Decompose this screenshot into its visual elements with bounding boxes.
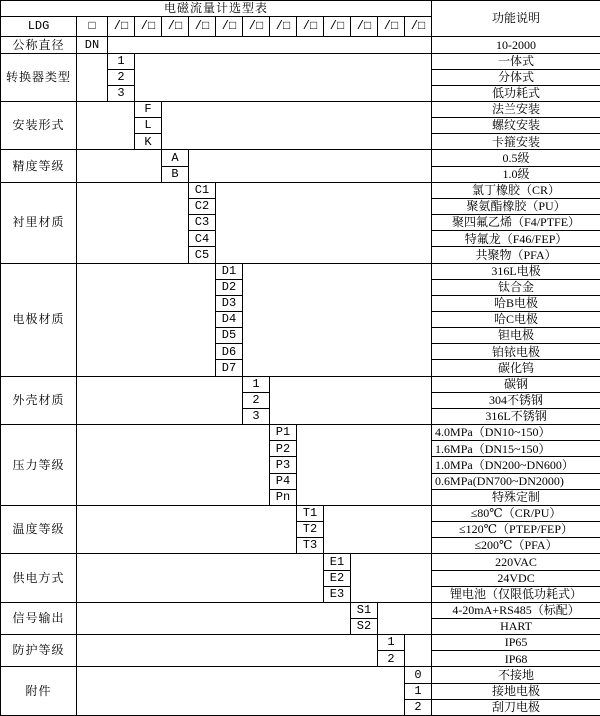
option-code: F (135, 101, 162, 117)
empty-gap-cell (77, 150, 162, 182)
empty-gap-cell (77, 263, 216, 376)
empty-gap-cell (77, 602, 351, 634)
option-function: 低功耗式 (432, 85, 600, 101)
option-code: 2 (378, 651, 405, 667)
option-code: D5 (216, 328, 243, 344)
empty-gap-cell (270, 376, 432, 424)
option-code: C5 (189, 247, 216, 263)
option-code: D3 (216, 295, 243, 311)
option-code: P2 (270, 441, 297, 457)
option-function: 分体式 (432, 69, 600, 85)
option-function: 锂电池（仅限低功耗式） (432, 586, 600, 602)
category-label: 转换器类型 (1, 53, 77, 101)
option-code: 3 (108, 85, 135, 101)
empty-gap-cell (108, 37, 432, 53)
option-code: DN (77, 37, 108, 53)
option-function: 4.0MPa（DN10~150） (432, 425, 600, 441)
option-code: 1 (378, 635, 405, 651)
code-slot-cell: /□ (189, 17, 216, 37)
option-code: 1 (243, 376, 270, 392)
option-function: ≤80℃（CR/PU） (432, 505, 600, 521)
empty-gap-cell (216, 182, 432, 263)
option-function: 0.6MPa(DN700~DN2000) (432, 473, 600, 489)
option-code: C4 (189, 231, 216, 247)
option-function: 钽电极 (432, 328, 600, 344)
option-function: 304不锈钢 (432, 392, 600, 408)
option-code: K (135, 134, 162, 150)
category-label: 供电方式 (1, 554, 77, 602)
code-slot-cell: /□ (162, 17, 189, 37)
option-function: 不接地 (432, 667, 600, 683)
option-function: 聚氨酯橡胶（PU） (432, 198, 600, 214)
category-label: 电极材质 (1, 263, 77, 376)
option-code: Pn (270, 489, 297, 505)
category-label: 温度等级 (1, 505, 77, 553)
option-function: 聚四氟乙烯（F4/PTFE） (432, 215, 600, 231)
option-function: IP65 (432, 635, 600, 651)
option-function: 铂铱电极 (432, 344, 600, 360)
option-function: 10-2000 (432, 37, 600, 53)
code-slot-cell: /□ (108, 17, 135, 37)
option-code: L (135, 118, 162, 134)
option-code: P4 (270, 473, 297, 489)
option-function: 316L不锈钢 (432, 408, 600, 424)
empty-gap-cell (77, 425, 270, 506)
code-slot-cell: /□ (216, 17, 243, 37)
empty-gap-cell (378, 602, 432, 634)
option-function: 碳钢 (432, 376, 600, 392)
empty-gap-cell (189, 150, 432, 182)
option-function: 氯丁橡胶（CR） (432, 182, 600, 198)
option-code: T2 (297, 522, 324, 538)
option-code: 2 (108, 69, 135, 85)
option-function: 220VAC (432, 554, 600, 570)
option-code: D2 (216, 279, 243, 295)
empty-gap-cell (77, 53, 108, 101)
option-function: 1.6MPa（DN15~150） (432, 441, 600, 457)
option-code: A (162, 150, 189, 166)
option-code: D7 (216, 360, 243, 376)
option-function: 哈B电极 (432, 295, 600, 311)
option-code: E1 (324, 554, 351, 570)
option-function: 刮刀电极 (432, 699, 600, 715)
code-slot-cell: /□ (405, 17, 432, 37)
option-function: 0.5级 (432, 150, 600, 166)
option-function: 共聚物（PFA） (432, 247, 600, 263)
option-code: C1 (189, 182, 216, 198)
option-function: 4-20mA+RS485（标配） (432, 602, 600, 618)
option-function: 特殊定制 (432, 489, 600, 505)
option-function: 法兰安装 (432, 101, 600, 117)
option-function: 螺纹安装 (432, 118, 600, 134)
option-code: T3 (297, 538, 324, 554)
option-code: S2 (351, 618, 378, 634)
category-label: 防护等级 (1, 635, 77, 667)
option-code: 3 (243, 408, 270, 424)
category-label: 安装形式 (1, 101, 77, 149)
option-function: 钛合金 (432, 279, 600, 295)
category-label: 附件 (1, 667, 77, 716)
empty-gap-cell (77, 101, 135, 149)
option-function: 1.0级 (432, 166, 600, 182)
option-code: C3 (189, 215, 216, 231)
empty-gap-cell (405, 635, 432, 667)
option-function: 316L电极 (432, 263, 600, 279)
category-label: 衬里材质 (1, 182, 77, 263)
option-function: 1.0MPa（DN200~DN600） (432, 457, 600, 473)
option-function: 卡箍安装 (432, 134, 600, 150)
empty-gap-cell (77, 554, 324, 602)
option-code: E2 (324, 570, 351, 586)
empty-gap-cell (297, 425, 432, 506)
category-label: 公称直径 (1, 37, 77, 53)
table-title: 电磁流量计选型表 (1, 1, 432, 17)
option-code: 2 (243, 392, 270, 408)
empty-gap-cell (324, 505, 432, 553)
function-column-header: 功能说明 (432, 1, 600, 37)
code-slot-cell: /□ (378, 17, 405, 37)
empty-gap-cell (243, 263, 432, 376)
model-prefix-label: LDG (1, 17, 77, 37)
empty-gap-cell (77, 635, 378, 667)
code-slot-cell: /□ (243, 17, 270, 37)
code-box-cell: □ (77, 17, 108, 37)
option-code: D6 (216, 344, 243, 360)
code-slot-cell: /□ (351, 17, 378, 37)
option-code: D4 (216, 312, 243, 328)
code-slot-cell: /□ (297, 17, 324, 37)
empty-gap-cell (77, 667, 405, 716)
option-function: 接地电极 (432, 683, 600, 699)
option-function: 一体式 (432, 53, 600, 69)
option-function: HART (432, 618, 600, 634)
option-function: 特氟龙（F46/FEP） (432, 231, 600, 247)
category-label: 信号输出 (1, 602, 77, 634)
category-label: 精度等级 (1, 150, 77, 182)
option-function: 碳化钨 (432, 360, 600, 376)
option-code: C2 (189, 198, 216, 214)
empty-gap-cell (351, 554, 432, 602)
empty-gap-cell (162, 101, 432, 149)
code-slot-cell: /□ (324, 17, 351, 37)
option-code: 1 (405, 683, 432, 699)
option-code: 0 (405, 667, 432, 683)
option-code: P3 (270, 457, 297, 473)
option-function: ≤200℃（PFA） (432, 538, 600, 554)
category-label: 外壳材质 (1, 376, 77, 424)
option-function: 哈C电极 (432, 312, 600, 328)
option-function: ≤120℃（PTEP/FEP） (432, 522, 600, 538)
empty-gap-cell (77, 376, 243, 424)
option-function: 24VDC (432, 570, 600, 586)
option-code: B (162, 166, 189, 182)
empty-gap-cell (77, 505, 297, 553)
option-code: E3 (324, 586, 351, 602)
option-code: T1 (297, 505, 324, 521)
option-code: 1 (108, 53, 135, 69)
option-function: IP68 (432, 651, 600, 667)
empty-gap-cell (77, 182, 189, 263)
code-slot-cell: /□ (270, 17, 297, 37)
option-code: D1 (216, 263, 243, 279)
option-code: 2 (405, 699, 432, 715)
code-slot-cell: /□ (135, 17, 162, 37)
category-label: 压力等级 (1, 425, 77, 506)
option-code: S1 (351, 602, 378, 618)
empty-gap-cell (135, 53, 432, 101)
option-code: P1 (270, 425, 297, 441)
